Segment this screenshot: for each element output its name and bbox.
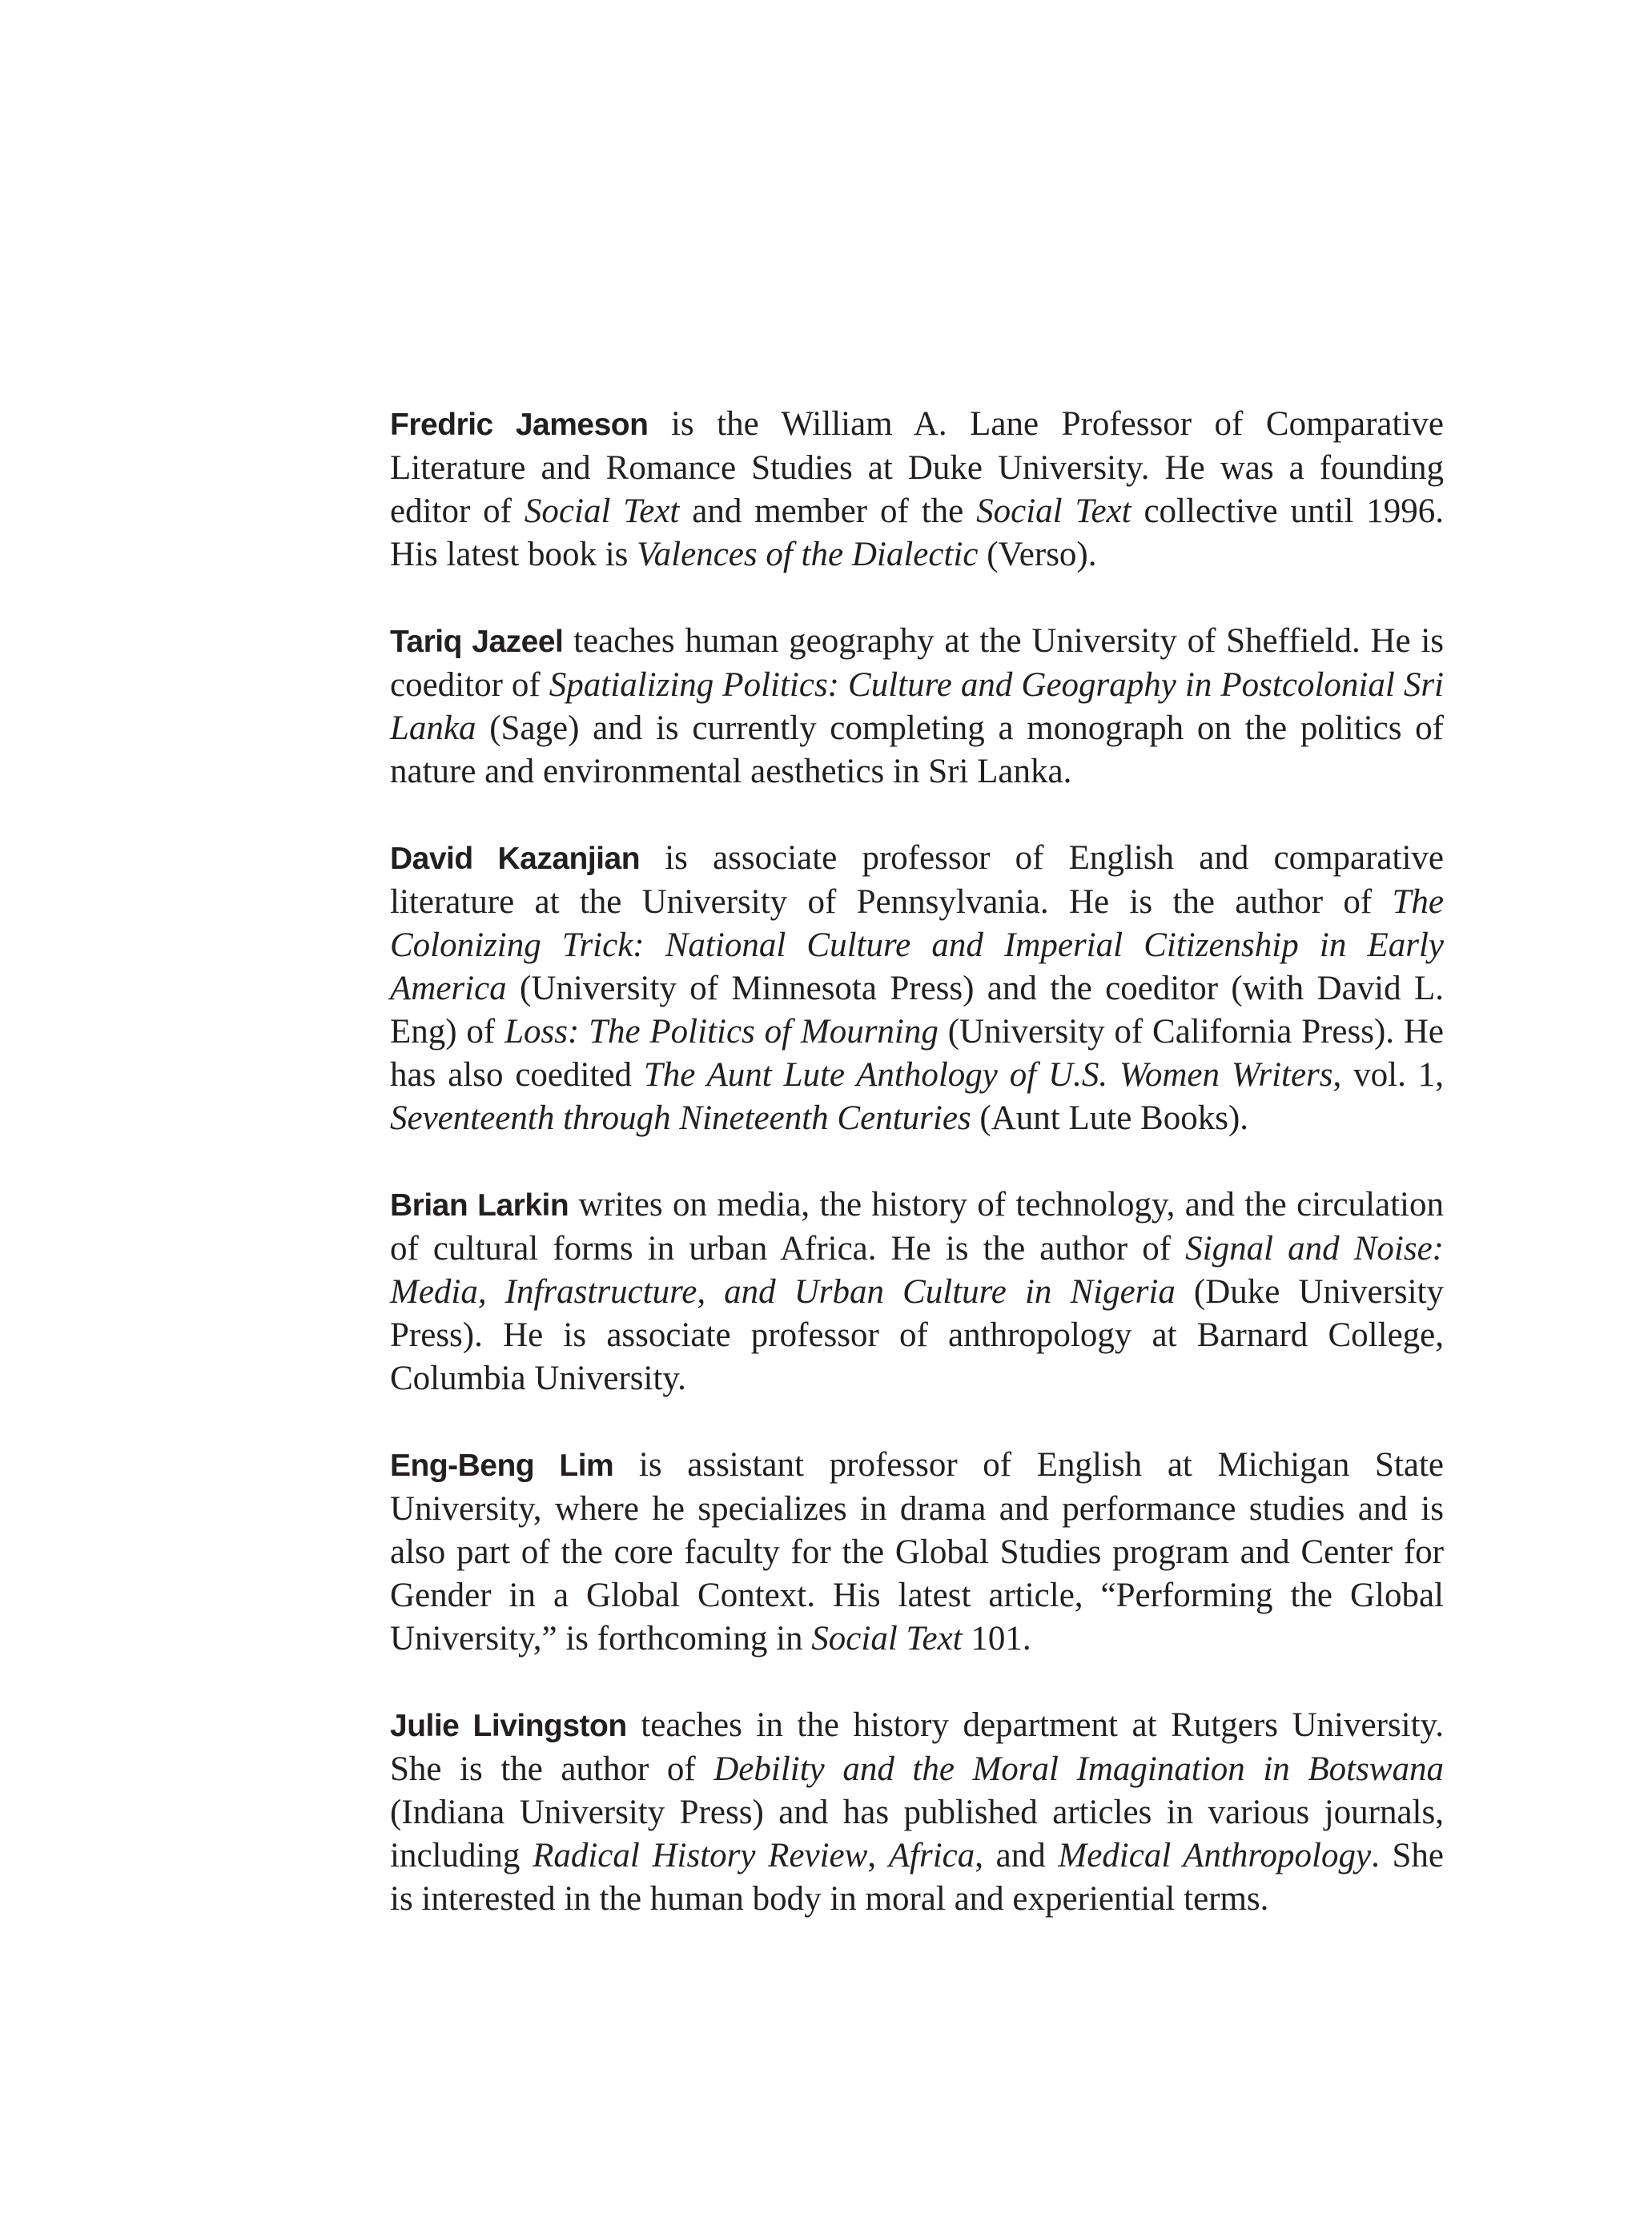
bio-text: ,	[867, 1837, 889, 1874]
italic-title: The Aunt Lute Anthology of U.S. Women Writers	[643, 1056, 1333, 1094]
contributor-bio	[390, 620, 1444, 794]
bio-text: , and	[975, 1837, 1059, 1874]
bio-text: (Indiana University Press) and has published articles in various journals, including	[390, 1794, 1444, 1874]
italic-title: Social Text	[811, 1620, 963, 1657]
bio-text: (University of California Press). He has also coedited	[390, 1013, 1445, 1094]
italic-title: Spatializing Politics: Culture and Geography in Postcolonial Sri Lanka	[390, 666, 1445, 747]
bio-text: teaches human geography at the University of Sheffield. He is coeditor of	[390, 622, 1445, 704]
bio-text: is associate professor of English and comparative literature at the University of Pennsylvania. He is the author of	[390, 839, 1444, 921]
italic-title: Africa	[888, 1837, 975, 1874]
contributors-text-block	[390, 403, 1444, 1964]
italic-title: Medical Anthropology	[1058, 1837, 1372, 1874]
italic-title: Loss: The Politics of Mourning	[504, 1013, 939, 1051]
bio-text: (Sage) and is currently completing a monograph on the politics of nature and environmental aesthetics in Sri Lanka.	[390, 709, 1444, 790]
bio-text: teaches in the history department at Rutgers University. She is the author of	[390, 1706, 1444, 1788]
contributor-bio	[390, 1183, 1444, 1400]
bio-text: is the William A. Lane Professor of Comparative Literature and Romance Studies at Duke University. He was a founding editor of	[390, 405, 1444, 530]
contributor-name: Julie Livingston	[390, 1709, 627, 1743]
italic-title: Social Text	[524, 492, 680, 530]
contributor-name: Fredric Jameson	[390, 408, 649, 442]
bio-text: 101.	[962, 1620, 1031, 1657]
bio-text: is assistant professor of English at Michigan State University, where he specializes in drama and performance studies and is also part of the core faculty for the Global Studies program and Center for Gender in a Global Context. His latest article, “Performing the Global University,” is forthcoming in	[390, 1446, 1444, 1657]
contributor-bio	[390, 1704, 1444, 1921]
contributor-name: David Kazanjian	[390, 842, 641, 876]
bio-text: , vol. 1,	[1332, 1056, 1444, 1094]
italic-title: Valences of the Dialectic	[637, 536, 979, 573]
italic-title: Signal and Noise: Media, Infrastructure, and Urban Culture in Nigeria	[390, 1230, 1444, 1311]
contributor-name: Eng-Beng Lim	[390, 1449, 614, 1483]
italic-title: Social Text	[976, 492, 1131, 530]
italic-title: Debility and the Moral Imagination in Botswana	[713, 1750, 1444, 1788]
italic-title: Radical History Review	[533, 1837, 868, 1874]
italic-title: The Colonizing Trick: National Culture and Imperial Citizenship in Early America	[390, 883, 1444, 1007]
contributor-name: Tariq Jazeel	[390, 625, 564, 659]
italic-title: Seventeenth through Nineteenth Centuries	[390, 1099, 971, 1137]
bio-text: writes on media, the history of technology, and the circulation of cultural forms in urban Africa. He is the author of	[390, 1186, 1444, 1268]
contributor-bio	[390, 1444, 1444, 1661]
contributor-bio	[390, 403, 1444, 577]
bio-text: and member of the	[679, 492, 977, 530]
bio-text: (Duke University Press). He is associate professor of anthropology at Barnard College, Columbia University.	[390, 1273, 1444, 1397]
bio-text: (Aunt Lute Books).	[971, 1099, 1249, 1137]
bio-text: (Verso).	[978, 536, 1097, 573]
bio-text: (University of Minnesota Press) and the coeditor (with David L. Eng) of	[390, 970, 1444, 1051]
bio-text: collective until 1996. His latest book is	[390, 492, 1444, 573]
bio-text: . She is interested in the human body in moral and experiential terms.	[390, 1837, 1444, 1918]
contributor-name: Brian Larkin	[390, 1188, 569, 1223]
contributor-bio	[390, 837, 1444, 1140]
